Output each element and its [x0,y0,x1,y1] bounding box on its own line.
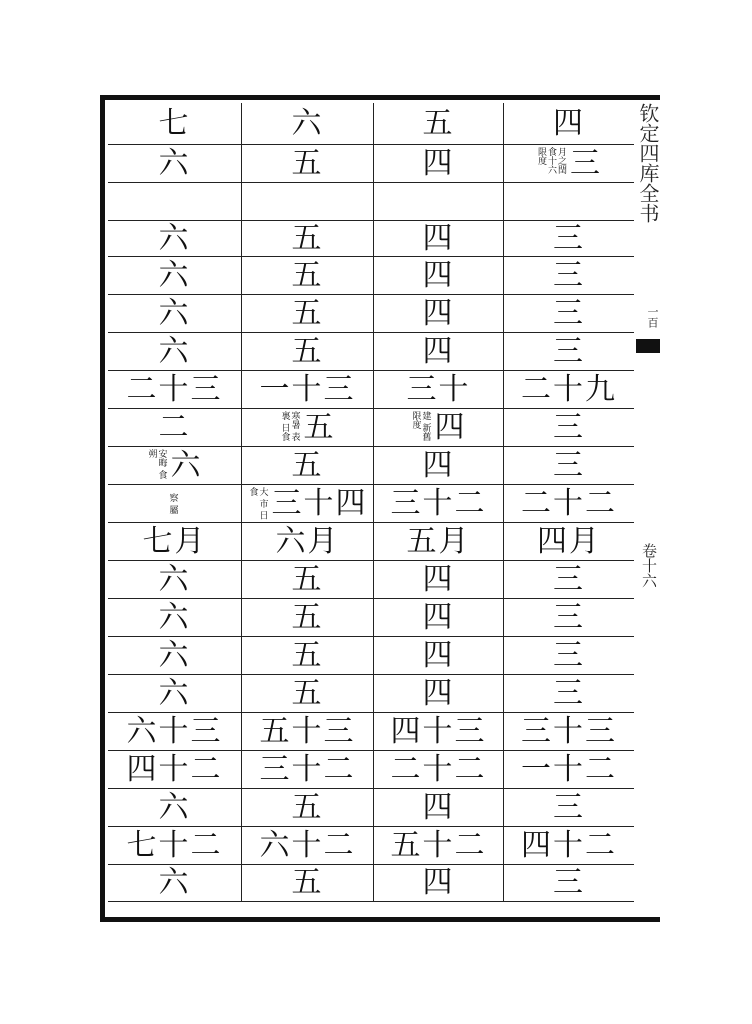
table-cell [504,713,634,750]
table-row [108,789,634,827]
table-cell [108,103,242,144]
table-cell [504,865,634,901]
table-cell [504,145,634,182]
cell-text: 二十二 [521,485,617,521]
table-row [108,103,634,145]
cell-text: 五 [291,333,324,369]
cell-text: 七月 [142,523,207,559]
cell-text: 三 [553,637,585,673]
cell-text: 四 [422,221,455,256]
table-cell [242,865,374,901]
cell-text: 七 [158,105,191,141]
cell-text: 三十三 [521,713,617,749]
table-row [108,183,634,221]
table-cell [242,523,374,560]
table-cell [504,485,634,522]
table-cell [108,637,242,674]
table-cell [504,409,634,446]
table-row [108,257,634,295]
table-cell [242,221,374,256]
table-cell [374,751,504,788]
table-cell [374,789,504,826]
cell-text: 四 [422,561,455,597]
table-cell [504,561,634,598]
cell-text: 二十二 [390,751,487,787]
annotation-note: 建 新舊 限度 [410,410,431,441]
cell-text: 五 [422,105,455,141]
table-cell [108,675,242,712]
table-cell [504,221,634,256]
annotation-note: 安晦 食朔 [146,448,167,479]
table-cell [242,371,374,408]
table-cell [108,145,242,182]
table-cell [108,561,242,598]
numeric-table [108,103,634,914]
table-cell [242,103,374,144]
table-cell [242,145,374,182]
table-cell [108,599,242,636]
table-cell [242,827,374,864]
cell-text: 五 [291,789,324,825]
table-cell [374,221,504,256]
table-row [108,295,634,333]
table-row [108,485,634,523]
table-cell [108,827,242,864]
cell-text: 六 [158,637,191,673]
annotation-note: 月之閏 食十六 限度 [536,146,566,174]
cell-text: 五 [291,221,324,256]
table-cell [374,103,504,144]
cell-text: 三 [553,295,585,331]
table-cell [374,675,504,712]
fishtail-mark [636,339,660,353]
cell-text: 五月 [406,523,471,559]
cell-text: 五 [291,561,324,597]
cell-text: 四月 [537,523,601,559]
annotation-note: 大 市 日食 [247,486,268,520]
cell-text: 五 [291,145,324,181]
table-cell [108,333,242,370]
cell-text: 五十三 [259,713,356,749]
cell-text: 六 [158,145,191,181]
table-cell [504,183,634,220]
table-cell [242,257,374,294]
cell-text: 六 [158,865,191,900]
table-cell [504,789,634,826]
table-cell [242,675,374,712]
table-cell [504,637,634,674]
cell-text: 四 [422,599,455,635]
table-row [108,371,634,409]
table-row [108,865,634,902]
cell-text: 四十三 [390,713,487,749]
table-cell [242,295,374,332]
table-cell [504,827,634,864]
table-row [108,333,634,371]
table-cell [242,751,374,788]
table-row [108,637,634,675]
cell-text: 六 [291,105,324,141]
cell-text: 四 [422,447,455,483]
side-margin [636,103,660,914]
table-cell [504,599,634,636]
table-cell [374,599,504,636]
cell-text: 四 [422,865,455,900]
table-cell [504,751,634,788]
cell-text: 三 [553,789,585,825]
table-cell [504,257,634,294]
table-cell [374,523,504,560]
cell-text: 四 [422,257,455,293]
cell-text: 五 [291,865,324,900]
cell-text: 三 [553,221,585,256]
cell-text: 四 [422,145,455,181]
cell-text: 三 [553,599,585,635]
cell-text: 七十二 [126,827,223,863]
cell-text: 六 [158,789,191,825]
annotation-note: 寒暑 表裏 日食 [279,410,300,441]
table-cell [504,295,634,332]
volume-label: 卷十六 [640,543,658,588]
cell-text: 六月 [275,523,340,559]
cell-text: 三 [570,145,602,181]
cell-text: 四 [422,333,455,369]
cell-text: 四 [434,409,467,445]
table-cell [504,523,634,560]
table-cell [108,713,242,750]
table-row [108,561,634,599]
cell-text: 三 [553,447,585,483]
table-cell [374,447,504,484]
table-cell [504,447,634,484]
cell-text: 六 [158,561,191,597]
table-cell [374,865,504,901]
page-number: 一百 [646,306,659,328]
cell-text: 三 [553,409,585,445]
table-cell [242,183,374,220]
cell-text: 二十三 [126,371,223,407]
table-cell [242,713,374,750]
table-cell [108,523,242,560]
cell-text: 五 [291,675,324,711]
table-cell [108,295,242,332]
table-cell [242,637,374,674]
cell-text: 五 [291,447,324,483]
cell-text: 三 [553,257,585,293]
table-row [108,145,634,183]
table-cell [374,333,504,370]
cell-text: 二 [158,409,191,445]
cell-text: 六十二 [259,827,356,863]
cell-text: 六 [158,675,191,711]
table-cell [374,409,504,446]
table-cell [374,371,504,408]
table-cell [374,295,504,332]
cell-text: 四十二 [126,751,223,787]
cell-text: 五 [291,295,324,331]
cell-text: 三十 [406,371,471,407]
table-cell [374,183,504,220]
table-cell [242,599,374,636]
cell-text: 四十二 [521,827,617,863]
cell-text: 五十二 [390,827,487,863]
table-cell [108,865,242,901]
cell-text: 六 [158,599,191,635]
cell-text: 六 [158,295,191,331]
table-row [108,409,634,447]
table-row [108,713,634,751]
table-cell [242,485,374,522]
table-cell [374,561,504,598]
cell-text: 六十三 [126,713,223,749]
cell-text: 一十二 [521,751,617,787]
table-cell [108,371,242,408]
table-cell [504,675,634,712]
book-title: 钦定四库全书 [636,103,660,223]
table-row [108,751,634,789]
table-row [108,827,634,865]
table-cell [242,447,374,484]
cell-text: 六 [158,221,191,256]
table-cell [242,561,374,598]
cell-text: 二十九 [521,371,617,407]
cell-text: 四 [422,295,455,331]
table-cell [374,485,504,522]
table-cell [374,257,504,294]
cell-text: 六 [158,333,191,369]
cell-text: 五 [291,257,324,293]
table-row [108,599,634,637]
table-cell [242,409,374,446]
annotation-note: 察 屬 [167,493,178,514]
cell-text: 四 [553,105,585,141]
cell-text: 三十二 [390,485,487,521]
table-row [108,221,634,257]
cell-text: 五 [291,637,324,673]
cell-text: 四 [422,675,455,711]
cell-text: 四 [422,637,455,673]
cell-text: 三十四 [271,485,368,521]
table-cell [504,371,634,408]
table-cell [374,827,504,864]
cell-text: 六 [158,257,191,293]
table-cell [504,103,634,144]
table-row [108,447,634,485]
table-cell [108,221,242,256]
cell-text: 四 [422,789,455,825]
cell-text: 三 [553,561,585,597]
table-row [108,675,634,713]
table-cell [504,333,634,370]
table-cell [242,333,374,370]
table-cell [108,751,242,788]
table-cell [108,447,242,484]
cell-text: 三十二 [259,751,356,787]
cell-text: 五 [291,599,324,635]
table-cell [108,183,242,220]
cell-text: 三 [553,865,585,900]
table-cell [108,485,242,522]
cell-text: 五 [303,409,336,445]
cell-text: 一十三 [259,371,356,407]
table-row [108,523,634,561]
table-cell [374,713,504,750]
table-cell [374,637,504,674]
table-cell [242,789,374,826]
cell-text: 三 [553,675,585,711]
table-cell [108,789,242,826]
table-cell [108,257,242,294]
cell-text: 三 [553,333,585,369]
cell-text: 六 [170,447,203,483]
table-cell [108,409,242,446]
table-cell [374,145,504,182]
